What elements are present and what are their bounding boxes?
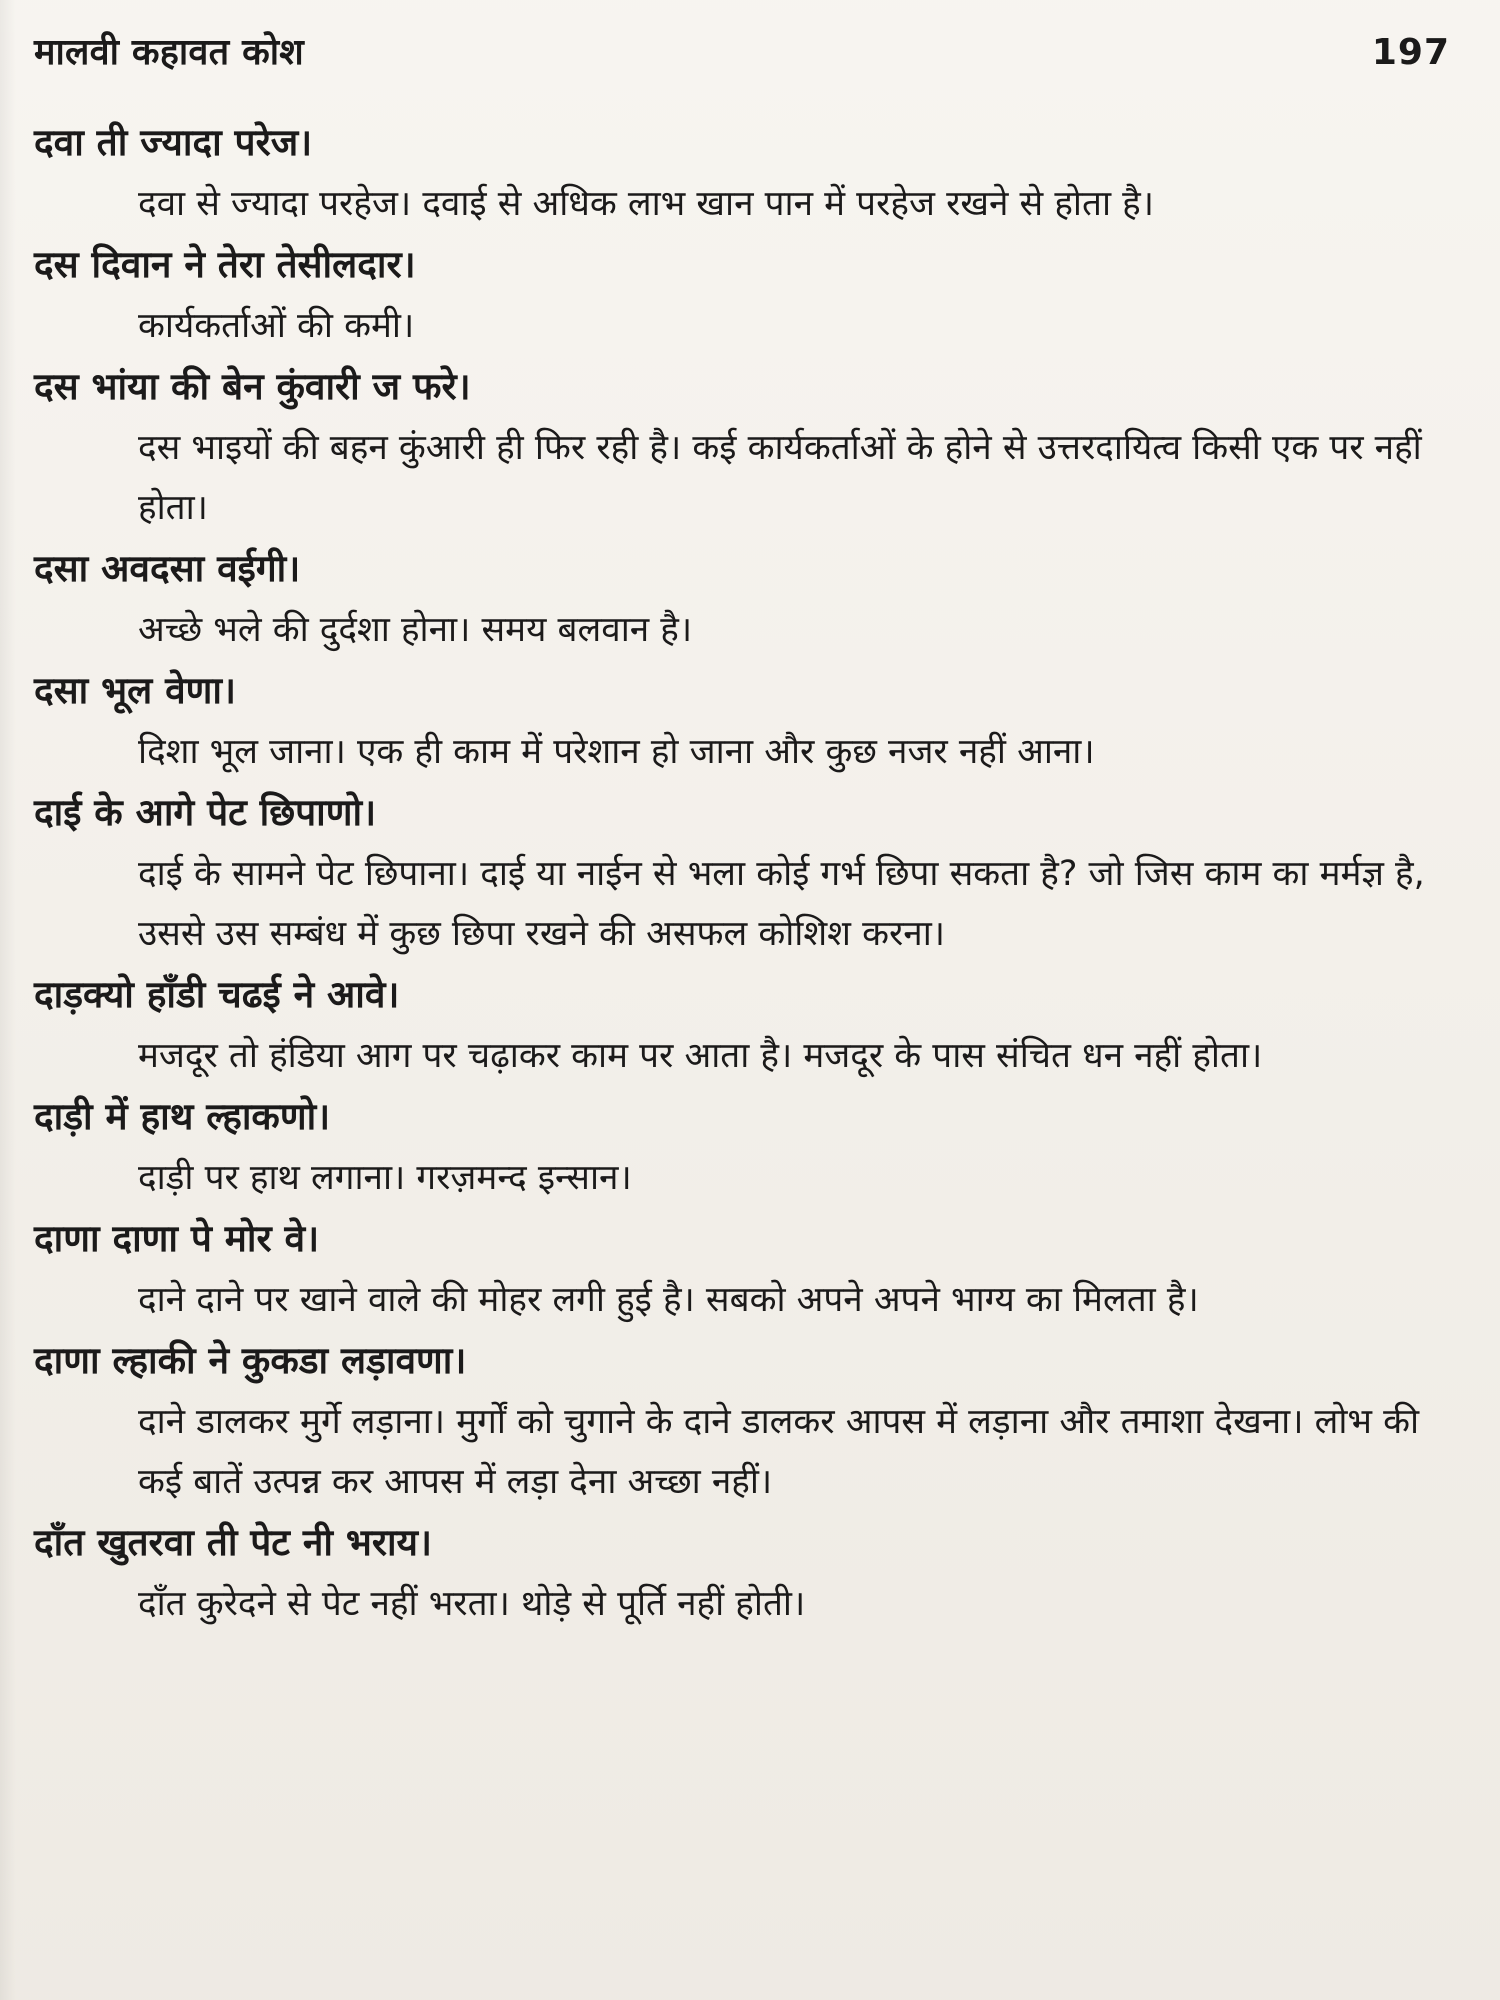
page-number: 197	[1371, 32, 1450, 73]
proverb-headword: दाँत खुतरवा ती पेट नी भराय।	[34, 1521, 433, 1564]
proverb-entry	[34, 1208, 1450, 1330]
proverb-entry	[34, 782, 1450, 964]
proverb-entry	[34, 356, 1450, 538]
proverb-headword: दाड़ी में हाथ ल्हाकणो।	[34, 1095, 331, 1138]
proverb-entry	[34, 1512, 1450, 1634]
proverb-list	[34, 112, 1450, 1634]
proverb-meaning: दवा से ज्यादा परहेज। दवाई से अधिक लाभ खान पान में परहेज रखने से होता है।	[138, 184, 1154, 224]
proverb-headword: दसा अवदसा वईगी।	[34, 547, 301, 590]
proverb-headword: दवा ती ज्यादा परेज।	[34, 121, 313, 164]
proverb-entry	[34, 1330, 1450, 1512]
proverb-entry	[34, 1086, 1450, 1208]
proverb-headword: दस भांया की बेन कुंवारी ज फरे।	[34, 365, 471, 408]
proverb-headword: दाई के आगे पेट छिपाणो।	[34, 791, 377, 834]
proverb-meaning: दाने डालकर मुर्गे लड़ाना। मुर्गों को चुगाने के दाने डालकर आपस में लड़ाना और तमाशा देखना। लोभ की कई बातें उत्पन्न कर आपस में लड़ा देना अच्छा नहीं।	[138, 1402, 1420, 1502]
proverb-meaning: मजदूर तो हंडिया आग पर चढ़ाकर काम पर आता है। मजदूर के पास संचित धन नहीं होता।	[138, 1036, 1263, 1076]
proverb-headword: दाड़क्यो हाँडी चढई ने आवे।	[34, 973, 400, 1016]
proverb-headword: दस दिवान ने तेरा तेसीलदार।	[34, 243, 416, 286]
proverb-entry	[34, 112, 1450, 234]
proverb-headword: दाणा दाणा पे मोर वे।	[34, 1217, 320, 1260]
proverb-headword: दसा भूल वेणा।	[34, 669, 237, 712]
proverb-meaning: दस भाइयों की बहन कुंआरी ही फिर रही है। कई कार्यकर्ताओं के होने से उत्तरदायित्व किसी एक पर नहीं होता।	[138, 428, 1422, 528]
running-title: मालवी कहावत कोश	[34, 32, 304, 73]
proverb-meaning: दाई के सामने पेट छिपाना। दाई या नाईन से भला कोई गर्भ छिपा सकता है? जो जिस काम का मर्मज्ञ है, उससे उस सम्बंध में कुछ छिपा रखने की असफल कोशिश करना।	[138, 854, 1425, 954]
proverb-meaning: कार्यकर्ताओं की कमी।	[138, 306, 415, 346]
proverb-entry	[34, 660, 1450, 782]
proverb-headword: दाणा ल्हाकी ने कुकडा लड़ावणा।	[34, 1339, 467, 1382]
running-head	[34, 26, 1450, 96]
proverb-meaning: अच्छे भले की दुर्दशा होना। समय बलवान है।	[138, 610, 693, 650]
proverb-meaning: दिशा भूल जाना। एक ही काम में परेशान हो जाना और कुछ नजर नहीं आना।	[138, 732, 1095, 772]
proverb-meaning: दाने दाने पर खाने वाले की मोहर लगी हुई है। सबको अपने अपने भाग्य का मिलता है।	[138, 1280, 1199, 1320]
proverb-entry	[34, 234, 1450, 356]
proverb-entry	[34, 538, 1450, 660]
proverb-meaning: दाड़ी पर हाथ लगाना। गरज़मन्द इन्सान।	[138, 1158, 632, 1198]
proverb-meaning: दाँत कुरेदने से पेट नहीं भरता। थोड़े से पूर्ति नहीं होती।	[138, 1584, 806, 1624]
proverb-entry	[34, 964, 1450, 1086]
